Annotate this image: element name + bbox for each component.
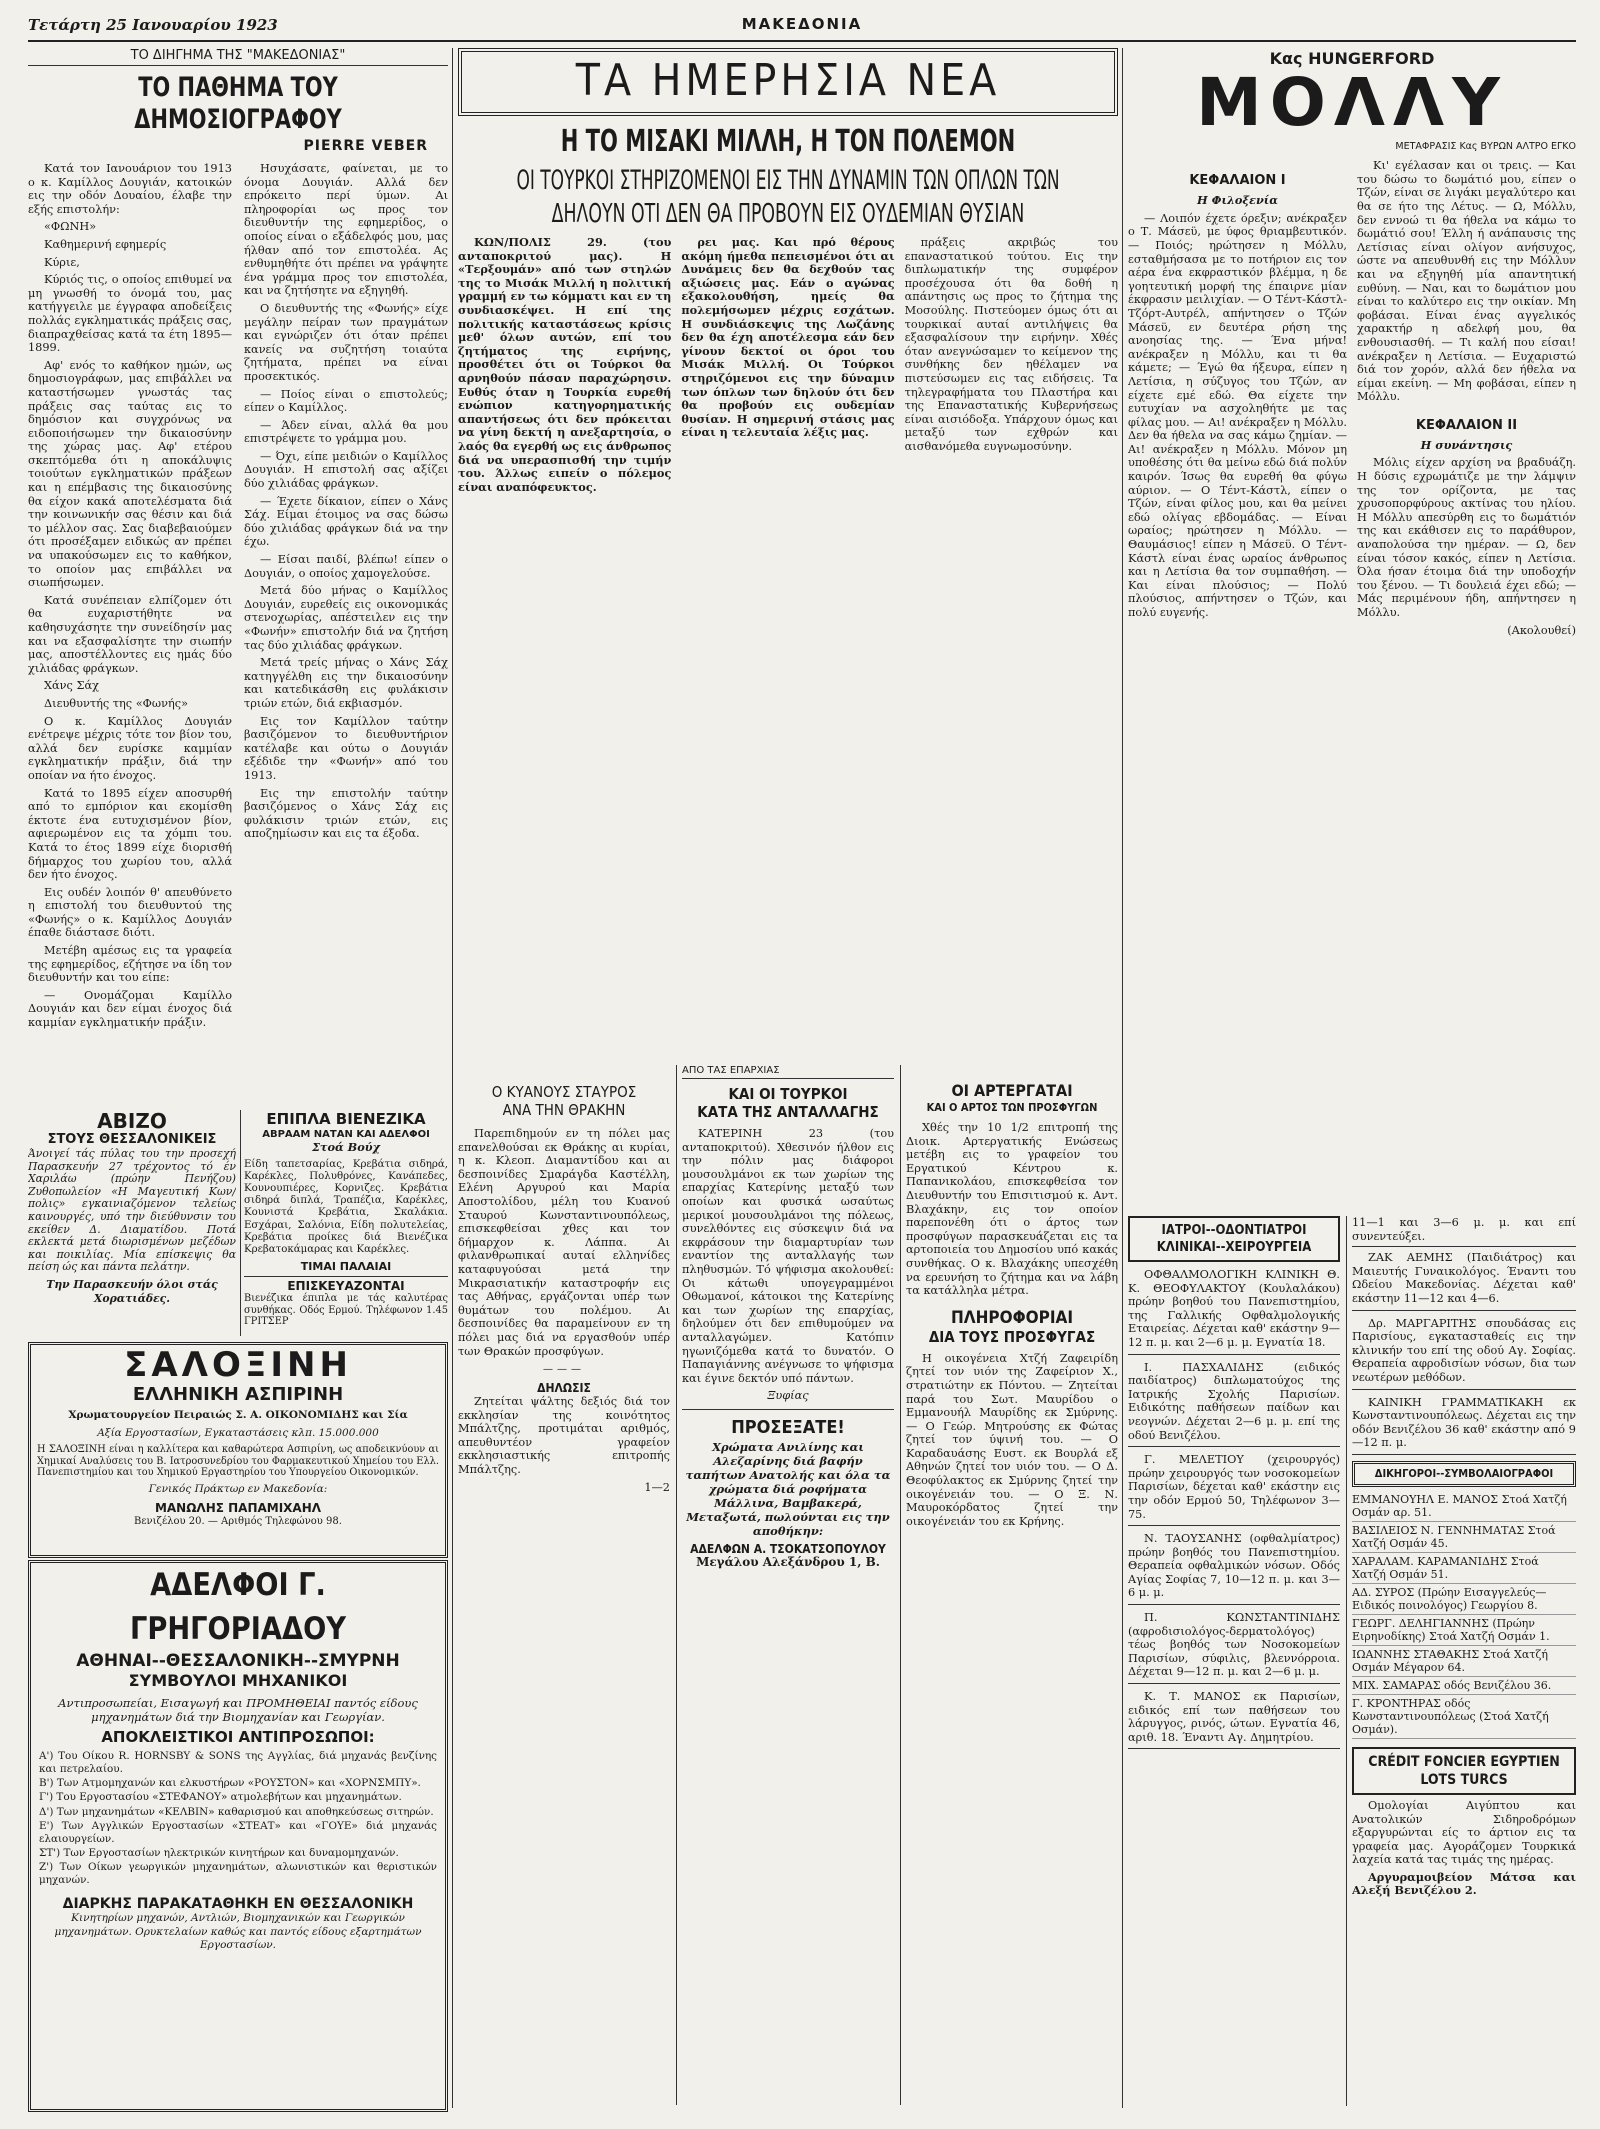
attention-shop: ΑΔΕΛΦΩΝ Α. ΤΣΟΚΑΤΣΟΠΟΥΛΟΥ (690, 1541, 886, 1556)
daily-news-body (458, 236, 1118, 1036)
story-paragraph: Ο διευθυντής της «Φωνής» είχε μεγάλην πείραν των πραγμάτων και εγνώριζεν ότι όταν πρέπει κανείς να συζητήση τοιαύτα ζητήματα, πρέπει να είναι προσεκτικός. (244, 301, 448, 383)
molly-author: Κας HUNGERFORD (1269, 49, 1435, 68)
molly-chapter2-text: Μόλις είχεν αρχίση να βραδυάζη. Η δύσις εχρωμάτιζε με την λάμψιν της τον ορίζοντα, με τας χρυσοπορφύρους ακτίνας του ηλίου. Η Μόλλυ απεσύρθη εις το δωμάτιόν της και εκάθισεν εις το παράθυρον, αναπολούσα την ημέραν. — Ω, δεν είναι τόσον κακός, είπεν η Λετίσια. Όλα ήσαν έτοιμα διά την υποδοχήν του ξένου. — Τι δουλειά έχει εδώ; — Μάς περιμένουν ήδη, απήντησεν η Μόλλυ. (1357, 456, 1576, 619)
salozini-agent-address: Βενιζέλου 20. — Αριθμός Τηλεφώνου 98. (134, 1515, 342, 1527)
epipla-repair-text: Βιενέζικα έπιπλα με τάς καλυτέρας συνθήκας. Οδός Ερμού. Τηλέφωνον 1.45 ΓΡΙΤΣΕΡ (244, 1293, 448, 1328)
divider (682, 1409, 894, 1410)
grigoriadou-role: ΣΥΜΒΟΥΛΟΙ ΜΗΧΑΝΙΚΟΙ (128, 1671, 348, 1690)
story-paragraph: — Έχετε δίκαιον, είπεν ο Χάνς Σάχ. Είμαι έτοιμος να σας δώσω δύο χιλιάδας φράγκων διά να την έχω. (244, 494, 448, 549)
attention-address: Μεγάλου Αλεξάνδρου 1, Β. (696, 1554, 880, 1569)
molly-title: ΜΟΛΛΥ (1196, 63, 1508, 141)
grigoriadou-footer-text: Κινητηρίων μηχανών, Αντλιών, Βιομηχανικών και Γεωργικών μηχανημάτων. Ορυκτελαίων καθώς και παντός είδους εξαρτημάτων Εργοστασίων. (54, 1912, 422, 1952)
salozini-text: Η ΣΑΛΟΞΙΝΗ είναι η καλλίτερα και καθαρώτερα Ασπιρίνη, ως αποδεικνύουν αι Χημικαί Αναλύσεις του Β. Ιατροσυνεδρίου του Φαρμακευτικού Χημείου του Ελλ. Πανεπιστημίου και του Χημικού Εργαστηρίου του Υπουργείου Οικονομικών. (37, 1444, 439, 1479)
story-paragraph: Ο κ. Καμίλλος Δουγιάν ενέτρεψε μέχρις τότε τον βίον του, αλλά δεν ευρίσκε καμμίαν εγκληματικήν πράξιν, διά την οποίαν να ήτο ένοχος. (28, 714, 232, 782)
doctor-entries-right (1352, 1251, 1576, 1455)
issue-date: Τετάρτη 25 Ιανουαρίου 1923 (28, 16, 278, 34)
story-paragraph: Εις την επιστολήν ταύτην βασιζόμενος ο Χάνς Σάχ εις φυλάκισιν τριών ετών, εις αποζημίωσιν και εις τα έξοδα. (244, 786, 448, 841)
lawyer-list (1352, 1493, 1576, 1739)
notice-title: ΔΗΛΩΣΙΣ (537, 1381, 591, 1396)
salozini-capital: Αξία Εργοστασίων, Εγκαταστάσεις κλπ. 15.000.000 (97, 1426, 379, 1439)
credit-text: Ομολογίαι Αιγύπτου και Ανατολικών Σιδηροδρόμων εξαργυρώνται είς το άρτιον εις τα γραφεία μας. Αγοράζομεν Τουρκικά λαχεία κατά τας τιμάς της ημέρας. (1352, 1798, 1576, 1867)
story-paragraph: Ησυχάσατε, φαίνεται, με το όνομα Δουγιάν. Αλλά δεν επρόκειτο περί ύμων. Αι πληροφορίαι ως προς τον διευθυντήν της εφημερίδος, ο οποίος είναι ο εξάδελφός μου, μας ήλθαν από τον επιστολέα. Ας ενθυμηθήτε ότι πρέπει να γράψητε ένα γράμμα προς τον επιστολέα, και να ζητήσητε να εξηγηθή. (244, 162, 448, 298)
story-paragraph: Κατά συνέπειαν ελπίζομεν ότι θα ευχαριστήθητε να καθησυχάσητε την συνείδησίν μας και να εξασφαλίσητε την σιωπήν μας, αποστέλλοντες εις ημάς δύο χιλιάδας φράγκων. (28, 593, 232, 675)
kyanous-text: Παρεπιδημούν εν τη πόλει μας επανελθούσαι εκ Θράκης αι κυρίαι, η κ. Κλεοπ. Διαμαντίδου και αι δεσποινίδες Σμαράγδα Καστέλλη, Ελένη Αργυρού και Μαρία Αποστολίδου, μέλη του Κυανού Σταυρού Κωνσταντινουπόλεως, επισκεφθείσαι χθες και τον δήμαρχον κ. Λάππα. Αι φιλανθρωπικαί αυταί ελληνίδες καταφυγούσαι μετά την Μικρασιατικήν καταστροφήν εις τας Αθήνας, εργάζονται υπέρ των θυμάτων του πολέμου. Αι δεσποινίδες θα παραμείνουν εν τη πόλει μας διά να εργασθούν υπέρ των Θρακών προσφύγων. (458, 1127, 670, 1358)
representation-item: Γ') Του Εργοστασίου «ΣΤΕΦΑΝΟΥ» ατμολεβήτων και μηχανημάτων. (39, 1791, 402, 1804)
story-paragraph: Κύριε, (44, 255, 80, 269)
daily-news-title: ΤΑ ΗΜΕΡΗΣΙΑ ΝΕΑ (575, 55, 1001, 106)
story-paragraph: Κύριός τις, ο οποίος επιθυμεί να μη γνωσθή το όνομά του, μας κατήγγειλε με έγγραφα αποδείξεις πολλάς εγκληματικάς πράξεις σας, διαπραχθείσας κατά τα έτη 1895—1899. (28, 273, 232, 355)
doctor-entry: ΖΑΚ ΑΕΜΗΣ (Παιδιάτρος) και Μαιευτής Γυναικολόγος. Έναντι του Ωδείου Μακεδονίας. Δέχεται καθ' εκάστην 11—12 και 4—6. (1352, 1251, 1576, 1310)
column-rule (900, 1065, 901, 2105)
grigoriadou-footer: ΔΙΑΡΚΗΣ ΠΑΡΑΚΑΤΑΘΗΚΗ ΕΝ ΘΕΣΣΑΛΟΝΙΚΗ (62, 1896, 414, 1913)
headline-2: ΟΙ ΤΟΥΡΚΟΙ ΣΤΗΡΙΖΟΜΕΝΟΙ ΕΙΣ ΤΗΝ ΔΥΝΑΜΙΝ ΤΩΝ ΟΠΛΩΝ ΤΩΝ (516, 165, 1060, 196)
representation-item: Ζ') Των Οίκων γεωργικών μηχανημάτων, αλωνιστικών και θεριστικών μηχανών. (39, 1861, 437, 1886)
info-title-2: ΔΙΑ ΤΟΥΣ ΠΡΟΣΦΥΓΑΣ (928, 1327, 1096, 1346)
story-paragraph: Εις τον Καμίλλον ταύτην βασιζόμενον το διευθυντήριον κατέλαβε και ούτω ο Δουγιάν εξέδιδε την «Φωνήν» από του 1913. (244, 714, 448, 782)
column-rule (1346, 1216, 1347, 2106)
doctor-entry: ΚΑΙΝΙΚΗ ΓΡΑΜΜΑΤΙΚΑΚΗ εκ Κωνσταντινουπόλεως. Δέχεται εις την οδόν Βενιζέλου 36 καθ' εκάστην από 9—12 π. μ. (1352, 1396, 1576, 1455)
chapter-2-title: ΚΕΦΑΛΑΙΟΝ ΙΙ (1415, 417, 1518, 433)
divider: ——— (543, 1364, 585, 1376)
doctors-box-header (1128, 1216, 1340, 1262)
lawyer-entry: ΕΜΜΑΝΟΥΗΛ Ε. ΜΑΝΟΣ Στοά Χατζή Οσμάν αρ. 51. (1352, 1493, 1576, 1522)
lawyer-entry: Γ. ΚΡΟΝΤΗΡΑΣ οδός Κωνσταντινουπόλεως (Στοά Χατζή Οσμάν). (1352, 1697, 1576, 1739)
chapter-1-title: ΚΕΦΑΛΑΙΟΝ Ι (1189, 173, 1286, 189)
avizo-text: Άνοιγεί τάς πύλας του την προσεχή Παρασκευήν 27 τρέχοντος τό έν Χαριλάω (πρώην Πενήζου) Ζυθοπωλείον «Η Μαγευτική Κων/πολις» εγκαινιαζόμενον τελείως καινουργές, υπό την διεύθυνσιν του εκείθεν Δ. Διαματίδου. Ποτά εκλεκτά μετά διωρισμένων μεζέδων και ποικιλίας. Μία επίσκεψις θα πείση ώς και πάντα πελάτην. (28, 1147, 236, 1274)
doctors-title-1: ΙΑΤΡΟΙ--ΟΔΟΝΤΙΑΤΡΟΙ (1161, 1223, 1307, 1238)
column-rule (676, 1065, 677, 2105)
story-kicker: ΤΟ ΔΙΗΓΗΜΑ ΤΗΣ "ΜΑΚΕΔΟΝΙΑΣ" (28, 48, 448, 66)
chapter-2-subtitle: Η συνάντησις (1420, 437, 1513, 452)
ad-salozini (28, 1342, 448, 1558)
molly-translator: ΜΕΤΑΦΡΑΣΙΣ Κας ΒΥΡΩΝ ΑΛΤΡΟ ΕΓΚΟ (1395, 140, 1576, 152)
info-text: Η οικογένεια Χτζή Ζαφειρίδη ζητεί τον υιόν της Ζαφείριον Χ., στρατιώτην εκ Πόντου. — Ζητείται παρά του Σωτ. Μαυρίδου ο Εμμανουήλ Μαυρίδης εκ Σμύρνης. — Ο Γεώρ. Μητρούσης εκ Φώτας ζητεί τον ύψινή του. — Ο Καραδαυάσης Ευστ. εκ Βουρλά εξ Αθηνών ζητεί τον υιόν του. — Ο Δ. Θεοφύλακτος εκ Σμύρνης ζητεί την οικογένειάν του. — Ο Ξ. Ν. Μαυροκόρδατος ζητεί την οικογένειάν του εκ Κρήνης. (906, 1351, 1118, 1528)
story-paragraph: Καθημερινή εφημερίς (44, 237, 167, 251)
avizo-title: ΑΒΙΖΟ (97, 1110, 167, 1133)
molly-right-text: Κι' εγέλασαν και οι τρεις. — Και του δώσω το δωμάτιό μου, είπεν ο Τζών, είναι σε λιγάκι μεγαλύτερο και θα σε ήτο της Λέτυς. — Ω, Μόλλυ, δεν εννοώ τι θα ήθελα να κάμω το δωμάτιό σου! Έλλη ή ανάπαυσις της Λετίσιας είναι ολίγον ανήσυχος, ώστε να απευθυνθή εις την Μόλλυν και να εξηγηθή μία απαντητική ευθύνη. — Ναι, και το δωμάτιον μου είναι το καλύτερο εις την οικίαν. Μη φοβάσαι. Είναι ένας αγγελικός χαρακτήρ η αδελφή μου, θα ενθουσιασθή. — Τι καλή που είσαι! ανέκραξεν η Λετίσια. — Ευχαριστώ διά τον χορόν, αλλά δεν ήθελα να είμαι εκείνη. — Μη φοβάσαι, είπεν η Μόλλυ. (1357, 159, 1576, 404)
story-paragraph: — Όχι, είπε μειδιών ο Καμίλλος Δουγιάν. Η επιστολή σας αξίζει δύο χιλιάδας φράγκων. (244, 449, 448, 491)
representation-item: Α') Του Οίκου R. HORNSBY & SONS της Αγγλίας, διά μηχανάς βενζίνης και πετρελαίου. (39, 1750, 437, 1775)
grigoriadou-cities: ΑΘΗΝΑΙ--ΘΕΣΣΑΛΟΝΙΚΗ--ΣΜΥΡΝΗ (76, 1651, 400, 1671)
kyanous-title: Ο ΚΥΑΝΟΥΣ ΣΤΑΥΡΟΣ (491, 1083, 637, 1101)
epipla-repair-title: ΕΠΙΣΚΕΥΑΖΟΝΤΑΙ (244, 1276, 448, 1293)
doctor-entry: Ν. ΤΑΟΥΣΑΝΗΣ (οφθαλμίατρος) πρώην βοηθός του Πανεπιστημίου. Θεραπεία οφθαλμικών νόσων. Οδός Αγίας Σοφίας 7, 10—12 π. μ. και 3—6 μ. μ. (1128, 1532, 1340, 1605)
molly-body (1128, 159, 1576, 641)
story-paragraph: Μετά δύο μήνας ο Καμίλλος Δουγιάν, ευρεθείς εις οικονομικάς στενοχωρίας, απέστειλεν εις την «Φωνήν» επιστολήν διά να ζητήση τας δύο χιλιάδας φράγκων. (244, 584, 448, 652)
provinces (682, 1065, 894, 2105)
ad-grigoriadou (28, 1560, 448, 2112)
salozini-subtitle: ΕΛΛΗΝΙΚΗ ΑΣΠΙΡΙΝΗ (132, 1384, 344, 1405)
story-paragraph: Μετέβη αμέσως εις τα γραφεία της εφημερίδος, εζήτησε να ίδη τον διευθυντήν και του είπε: (28, 944, 232, 985)
story-paragraph: Κατά το 1895 είχεν αποσυρθή από το εμπόριον και εκομίσθη έκτοτε ένα ευτυχισμένον βίον, αφιερωμένον εις τα χόμπι του. Κατά το έτος 1899 είχε διορισθή δήμαρχος του χωρίου του, αλλά δεν ήτο ένοχος. (28, 786, 232, 882)
story-paragraph: Χάνς Σάχ (44, 679, 99, 693)
avizo-footer: Την Παρασκευήν όλοι στάς Χορατιάδες. (46, 1277, 218, 1305)
story-title: ΤΟ ΠΑΘΗΜΑ ΤΟΥ ΔΗΜΟΣΙΟΓΡΑΦΟΥ (134, 72, 342, 135)
grigoriadou-title: ΑΔΕΛΦΟΙ Γ. ΓΡΗΓΟΡΙΑΔΟΥ (129, 1567, 347, 1647)
info-title-1: ΠΛΗΡΟΦΟΡΙΑΙ (950, 1307, 1074, 1328)
story-paragraph: Διευθυντής της «Φωνής» (44, 696, 188, 710)
provinces-title-2: ΚΑΤΑ ΤΗΣ ΑΝΤΑΛΛΑΓΗΣ (697, 1103, 879, 1121)
doctor-entry: Π. ΚΩΝΣΤΑΝΤΙΝΙΔΗΣ (αφροδισιολόγος-δερματολόγος) τέως βοηθός των Νοσοκομείων Παρισίων, σύφιλις, βλεννόρροια. Δέχεται 9—12 π. μ. και 2—6 μ. μ. (1128, 1611, 1340, 1684)
salozini-agency: Γενικός Πράκτωρ εν Μακεδονία: (148, 1482, 328, 1495)
doctor-entry: Κ. Τ. ΜΑΝΟΣ εκ Παρισίων, ειδικός επί των παθήσεων του λάρυγγος, ρινός, ώτων. Εγνατία 46, αριθ. 18. Έναντι Αγ. Δημητρίου. (1128, 1690, 1340, 1749)
representation-item: Ε') Των Αγγλικών Εργοστασίων «ΣΤΕΑΤ» και «ΓΟΥΕ» διά μηχανάς ελαιουργείων. (39, 1820, 437, 1845)
kyanous-stavros (458, 1065, 670, 2105)
doctor-entry: Ι. ΠΑΣΧΑΛΙΔΗΣ (ειδικός παιδίατρος) διπλωματούχος της Ιατρικής Σχολής Παρισίων. Ειδικότης παθήσεων παίδων και νεογνών. Δέχεται 2—6 μ. μ. επί της οδού Βενιζέλου. (1128, 1361, 1340, 1448)
attention-title: ΠΡΟΣΕΞΑΤΕ! (731, 1416, 845, 1438)
ad-avizo (28, 1110, 236, 1336)
ad-epipla (244, 1110, 448, 1336)
notice-text: Ζητείται ψάλτης δεξιός διά τον εκκλησίαν της κοινότητος Μπάλτζης, προτιμάται αριθμός, απευθυντέον γραφείον εκκλησιαστικής επιτροπής Μπάλτζης. (458, 1395, 670, 1477)
epipla-text: Είδη ταπετσαρίας, Κρεβάτια σιδηρά, Καρέκλες, Πολυθρόνες, Κανάπεδες, Κουνουπιέρες, Κορνιζες. Κρεβάτια σιδηρά διπλά, Τραπέζια, Καρέκλες, Κουνιστά Κρεβάτια, Σκαλάκια. Εσχάραι, Σαλόνια, Είδη πολυτελείας, Κρεβάτια προίκες διά Βιενέζικα Κρεβατοκάμαρας και Καρέκλες. (244, 1158, 448, 1256)
epipla-prices: ΤΙΜΑΙ ΠΑΛΑΙΑΙ (300, 1260, 392, 1274)
credit-title-1: CRÉDIT FONCIER EGYPTIEN (1368, 1753, 1560, 1770)
news-column-3: πράξεις ακριβώς του επαναστατικού τούτου. Εις την διπλωματικήν της συμφέρον προσέχουσα ότι θα δοθή η απάντησις ως προς το ζήτημα της Μοσούλης. Πιστεύομεν όμως ότι αι τουρκικαί αυταί αντιλήψεις θα εξασφαλίσουν την ειρήνην. Χθές όταν ανεγνώσαμεν το κείμενον της συνθήκης δεν ηθέλαμεν να πιστεύσωμεν εις τας ειδήσεις. Τα τηλεγραφήματα του Πλαστήρα και της Επαναστατικής Κυβερνήσεως είναι αισιόδοξα. Υπάρχουν όμως και μεταξύ των εχθρών και αισθανόμεθα ευγνωμοσύνην. (904, 236, 1118, 453)
lawyers-title: ΔΙΚΗΓΟΡΟΙ--ΣΥΜΒΟΛΑΙΟΓΡΑΦΟΙ (1374, 1466, 1554, 1480)
representation-item: Δ') Των μηχανημάτων «ΚΕΛΒΙΝ» καθαρισμού και αποθηκεύσεως σιτηρών. (39, 1805, 434, 1818)
headline-3: ΔΗΛΟΥΝ ΟΤΙ ΔΕΝ ΘΑ ΠΡΟΒΟΥΝ ΕΙΣ ΟΥΔΕΜΙΑΝ ΘΥΣΙΑΝ (551, 199, 1025, 229)
story-paragraph: — Άδεν είναι, αλλά θα μου επιστρέψετε το γράμμα μου. (244, 418, 448, 446)
salozini-maker: Χρωματουργείον Πειραιώς Σ. Α. ΟΙΚΟΝΟΜΙΔΗΣ και Σία (68, 1409, 408, 1421)
grigoriadou-items (31, 1746, 445, 1892)
doctors-title-2: ΚΛΙΝΙΚΑΙ--ΧΕΙΡΟΥΡΓΕΙΑ (1156, 1240, 1312, 1255)
molly-continued: (Ακολουθεί) (1507, 623, 1576, 637)
provinces-signed: Ξυφίας (767, 1389, 809, 1403)
credit-title-2: LOTS TURCS (1420, 1771, 1508, 1788)
story-column-right (244, 162, 448, 1034)
story-body (28, 162, 448, 1034)
masthead (28, 14, 1576, 42)
credit-foncier-header (1352, 1747, 1576, 1795)
notice-ref: 1—2 (644, 1480, 670, 1494)
workers-title: ΟΙ ΑΡΤΕΡΓΑΤΑΙ (951, 1081, 1073, 1100)
lawyer-entry: ΜΙΧ. ΣΑΜΑΡΑΣ οδός Βενιζέλου 36. (1352, 1679, 1576, 1695)
serial-story (28, 48, 448, 1102)
kyanous-subtitle: ΑΝΑ ΤΗΝ ΘΡΑΚΗΝ (502, 1101, 626, 1119)
story-paragraph: Αφ' ενός το καθήκον ημών, ως δημοσιογράφων, μας επιβάλλει να καταστήσωμεν γνωστάς τας πράξεις σας ταύτας εις το δημόσιον και συγχρόνως να ειδοποιήσωμεν την δικαιοσύνην της χώρας μας. Αφ' ετέρου σκεπτόμεθα ότι η αποκάλυψις τοιούτων εγκληματικών πράξεων και η επέμβασις της δικαιοσύνης θα είχον κακά αποτελέσματα διά την κοινωνικήν σας θέσιν και διά το μέλλον σας. Σας διαβεβαιούμεν ότι προσέξαμεν ειδικώς αν πρέπει να υπακούσωμεν εις το καθήκον, το οποίον μας επιβάλλει να σιωπήσωμεν. (28, 358, 232, 590)
doctor-entry: ΟΦΘΑΛΜΟΛΟΓΙΚΗ ΚΛΙΝΙΚΗ Θ. Κ. ΘΕΟΦΥΛΑΚΤΟΥ (Κουλαλάκου) πρώην βοηθού του Πανεπιστημίου, της Γαλλικής Οφθαλμολογικής Εταιρείας. Δέχεται καθ' εκάστην 9—12 π. μ. και 2—6 μ. μ. Εγνατία 18. (1128, 1268, 1340, 1355)
molly-serial (1128, 48, 1576, 1208)
salozini-agent: ΜΑΝΩΛΗΣ ΠΑΠΑΜΙΧΑΗΛ (154, 1500, 322, 1515)
story-paragraph: — Είσαι παιδί, βλέπω! είπεν ο Δουγιάν, ο οποίος χαμογελούσε. (244, 553, 448, 580)
headline-1: Η ΤΟ ΜΙΣΑΚΙ ΜΙΛΛΗ, Η ΤΟΝ ΠΟΛΕΜΟΝ (560, 124, 1016, 159)
story-paragraph: — Ονομάζομαι Καμίλλο Δουγιάν και δεν είμαι ένοχος διά καμμίαν εγκληματικήν πράξιν. (28, 988, 232, 1030)
doctor-entries (1128, 1268, 1340, 1749)
lawyer-entry: ΓΕΩΡΓ. ΔΕΛΗΓΙΑΝΝΗΣ (Πρώην Ειρηνοδίκης) Στοά Χατζή Οσμάν 1. (1352, 1617, 1576, 1646)
epipla-title: ΕΠΙΠΛΑ ΒΙΕΝΕΖΙΚΑ (266, 1110, 426, 1128)
story-paragraph: Εις ουδέν λοιπόν θ' απευθύνετο η επιστολή του διευθυντού της «Φωνής» ο κ. Καμίλλος Δουγιάν έπαθε διάστασε διότι. (28, 885, 232, 940)
story-author: PIERRE VEBER (303, 138, 428, 154)
column-rule (452, 48, 453, 2108)
doctors-column (1128, 1216, 1340, 2106)
doctor-entry: Δρ. ΜΑΡΓΑΡΙΤΗΣ σπουδάσας εις Παρισίους, εγκατασταθείς εις την κλινικήν του επί της οδού Αγ. Σοφίας. Θεραπεία αφροδισίων νόσων, δια των νεωτέρων μεθόδων. (1352, 1317, 1576, 1390)
avizo-subtitle: ΣΤΟΥΣ ΘΕΣΣΑΛΟΝΙΚΕΙΣ (47, 1132, 217, 1147)
workers-article (906, 1065, 1118, 2105)
provinces-text: ΚΑΤΕΡΙΝΗ 23 (του ανταποκριτού). Χθεσινόν ήλθον εις την πόλιν μας διάφοροι μουσουλμάνοι εκ των χωρίων της επαρχίας Κατερίνης μεταξύ των οποίων και φυσικά ωσαύτως μερικοί μουσουλμάνοι της πόλεως, συνελθόντες εις σύσκεψιν διά να εκφράσουν την διαμαρτυρίαν των εναντίον της ανταλλαγής των πληθυσμών. Τό ψήφισμα ακολουθεί: Οι κάτωθι υπογεγραμμένοι Οθωμανοί, κάτοικοι της Κατερίνης και των χωρίων της επαρχίας, δηλούμεν ότι δεν επιθυμούμεν να ανταλλαγώμεν. Κατόπιν ηγωνιζόμεθα κατά το δυνατόν. Ο Παπαγιάννης ανέγνωσε το ψήφισμα και έγινε δεκτόν υπό πάντων. (682, 1127, 894, 1385)
epipla-subtitle: ΑΒΡΑΑΜ ΝΑΤΑΝ ΚΑΙ ΑΔΕΛΦΟΙ (262, 1129, 430, 1140)
daily-news (458, 48, 1118, 1058)
daily-news-banner (458, 48, 1118, 116)
attention-text: Χρώματα Ανιλίνης και Αλεζαρίνης διά βαφήν ταπήτων Ανατολής και όλα τα χρώματα διά ροφήματα Μάλλινα, Βαμβακερά, Μεταξωτά, πωλούνται εις την αποθήκην: (685, 1439, 891, 1538)
column-rule (1122, 48, 1123, 2108)
lawyer-entry: ΑΔ. ΣΥΡΟΣ (Πρώην Εισαγγελεύς—Ειδικός ποινολόγος) Γεωργίου 8. (1352, 1586, 1576, 1615)
news-column-2: ρει μας. Και πρό θέρους ακόμη ήμεθα πεπεισμένοι ότι αι Δυνάμεις δεν θα δεχθούν τας αξιώσεις μας. Εάν ο αγώνας εξακολουθήση, ημείς θα πολεμήσωμεν μέχρις εσχάτων. Η συνδιάσκεψις της Λωζάνης δεν θα έχη αποτέλεσμα εάν δεν γίνουν δεκτοί οι όροι του Μισάκ Μιλλή. Οι Τούρκοι στηριζόμενοι εις την δύναμιν των όπλων των δηλούν ότι δεν θα προβούν εις ουδεμίαν θυσίαν. Η σημερινή στάσις μας είναι η τελευταία λέξις μας. (681, 236, 895, 440)
workers-subtitle: ΚΑΙ Ο ΑΡΤΟΣ ΤΩΝ ΠΡΟΣΦΥΓΩΝ (926, 1101, 1098, 1114)
paper-name: ΜΑΚΕΔΟΝΙΑ (741, 15, 863, 33)
molly-left-text: — Λοιπόν έχετε όρεξιν; ανέκραξεν ο Τ. Μάσεϋ, με ύφος θριαμβευτικόν. — Ποιός; ηρώτησεν η Μόλλυ, εσταθμήσασα με το ποτήριον εις τον αέρα ένα εκφραστικόν βλέμμα, η δε γοητευτική μορφή της έπαιρνε μίαν έκφρασιν μειλιχίαν. — Ο Τέντ-Κάστλ-Τζόρτ-Αυτρέλ, απήντησεν ο Τζών Μάσεϋ, εν δευτέρα ρήση της ανοησίας της. — Ένα μήνα! ανέκραξεν η Μόλλυ, και τι θα κάμετε; — Έγώ θα ήξευρα, είπεν η Λετίσια, η σύζυγος του Τζών, αν είχετε εμέ εδώ. Θα είχετε την ευτυχίαν να ασχοληθήτε με τας φίλας μου. — Αι! ανέκραξεν η Μόλλυ. Δεν θα ήθελα να σας κάμω ζημίαν. — Αι! ανέκραξεν η Μόλλυ. Μόνον μη υποθέσης ότι θα μείνω εδώ διά πολύν καιρόν. Ίσως θα ευρεθή θα φύγω αύριον. — Ο Τέντ-Κάστλ, είπεν ο Τζών, είναι φίλος μου, και θα μείνει εδώ ολίγας εβδομάδας. — Είναι ωραίος; ηρώτησεν η Μόλλυ. — Θαυμάσιος! είπεν η Μάσεϋ. Ο Τέντ-Κάστλ είναι ένας ωραίος άνθρωπος και η Λετίσια θα τον συμπαθήση. — Και είναι πλούσιος; — Πολύ πλούσιος, απήντησεν ο Τζών, και πολύ ευγενής. (1128, 211, 1347, 619)
doctor-entry: Γ. ΜΕΛΕΤΙΟΥ (χειρουργός) πρώην χειρουργός των νοσοκομείων Παρισίων, δέχεται καθ' εκάστην εις την οδόν Ερμού 50, Τηλέφωνον 3—75. (1128, 1453, 1340, 1526)
grigoriadou-exclusive: ΑΠΟΚΛΕΙΣΤΙΚΟΙ ΑΝΤΙΠΡΟΣΩΠΟΙ: (101, 1728, 375, 1747)
grigoriadou-line1: Αντιπροσωπείαι, Εισαγωγή και ΠΡΟΜΗΘΕΙΑΙ παντός είδους μηχανημάτων διά την Βιομηχανίαν και Γεωργίαν. (58, 1696, 418, 1724)
hours-line: 11—1 και 3—6 μ. μ. και επί συνεντεύξει. (1352, 1216, 1576, 1247)
column-rule (240, 1110, 241, 1336)
news-column-1: ΚΩΝ/ΠΟΛΙΣ 29. (του ανταποκριτού μας). Η «Τερξουμάν» από των στηλών της το Μισάκ Μιλλή η πολιτική γραμμή εν τω κόμματι και εν τη συνδιασκέψει. Η επί της πολιτικής καταστάσεως κρίσις μεθ' όλων αυτών, επί του ζητήματος της ειρήνης, προσθέτει ότι οι Τούρκοι θα αρνηθούν πάσαν παραχώρησιν. Ευθύς όταν η Τουρκία ευρεθή ενώπιον κατηγορηματικής απαντήσεως ότι δεν πρόκειται να γίνη δεκτή η ανεξαρτησία, ο λαός θα εγερθή ως εις άνθρωπος διά να υπερασπισθή την τιμήν του. Άλλως ειπείν ο πόλεμος είναι αναπόφευκτος. (458, 236, 672, 494)
story-paragraph: Κατά τον Ιανουάριον του 1913 ο κ. Καμίλλος Δουγιάν, κατοικών εις την οδόν Δουαίου, έλαβε την εξής επιστολήν: (28, 162, 232, 216)
chapter-1-subtitle: Η Φιλοξενία (1197, 193, 1278, 208)
salozini-title: ΣΑΛΟΞΙΝΗ (124, 1345, 352, 1385)
credit-address: Αργυραμοιβείον Μάτσα και Αλεξή Βενιζέλου 2. (1352, 1869, 1576, 1898)
provinces-title-1: ΚΑΙ ΟΙ ΤΟΥΡΚΟΙ (728, 1085, 848, 1103)
story-paragraph: — Ποίος είναι ο επιστολεύς; είπεν ο Καμίλλος. (244, 387, 448, 415)
lawyer-entry: ΒΑΣΙΛΕΙΟΣ Ν. ΓΕΝΝΗΜΑΤΑΣ Στοά Χατζή Οσμάν 45. (1352, 1524, 1576, 1553)
story-paragraph: «ΦΩΝΗ» (44, 220, 97, 234)
provinces-kicker: ΑΠΟ ΤΑΣ ΕΠΑΡΧΙΑΣ (682, 1065, 894, 1079)
epipla-address: Στοά Βούχ (311, 1140, 381, 1154)
workers-text: Χθές την 10 1/2 επιτροπή της Διοικ. Αρτεργατικής Ενώσεως μετέβη εις το γραφείον του Εργατικού Κέντρου κ. Παπανικολάου, επισκεφθείσα τον Διευθυντήν του Επισιτισμού κ. Αντ. Βλαχάκην, εις τον οποίον παρεπονέθη ότι ο άρτος των προσφύγων παρασκευάζεται εις τα αρτοποιεία του Δημοσίου υπό κακάς συνθήκας. Ο κ. Βλαχάκης υπεσχέθη να ερευνήση το ζήτημα και να λάβη τα κατάλληλα μέτρα. (906, 1121, 1118, 1298)
representation-item: ΣΤ') Των Εργοστασίων ηλεκτρικών κινητήρων και δυναμομηχανών. (39, 1847, 399, 1860)
story-column-left (28, 162, 232, 1034)
lawyer-entry: ΙΩΑΝΝΗΣ ΣΤΑΘΑΚΗΣ Στοά Χατζή Οσμάν Μέγαρον 64. (1352, 1648, 1576, 1677)
professionals-column (1352, 1216, 1576, 2106)
representation-item: Β') Των Ατμομηχανών και ελκυστήρων «ΡΟΥΣΤΟΝ» και «ΧΟΡΝΣΜΠΥ». (39, 1777, 421, 1789)
lawyers-header (1352, 1461, 1576, 1487)
lawyer-entry: ΧΑΡΑΛΑΜ. ΚΑΡΑΜΑΝΙΔΗΣ Στοά Χατζή Οσμάν 51. (1352, 1555, 1576, 1584)
story-paragraph: Μετά τρείς μήνας ο Χάνς Σάχ κατηγγέλθη εις την δικαιοσύνην και κατεδικάσθη εις φυλάκισιν τριών ετών, διά εκβιασμόν. (244, 656, 448, 710)
